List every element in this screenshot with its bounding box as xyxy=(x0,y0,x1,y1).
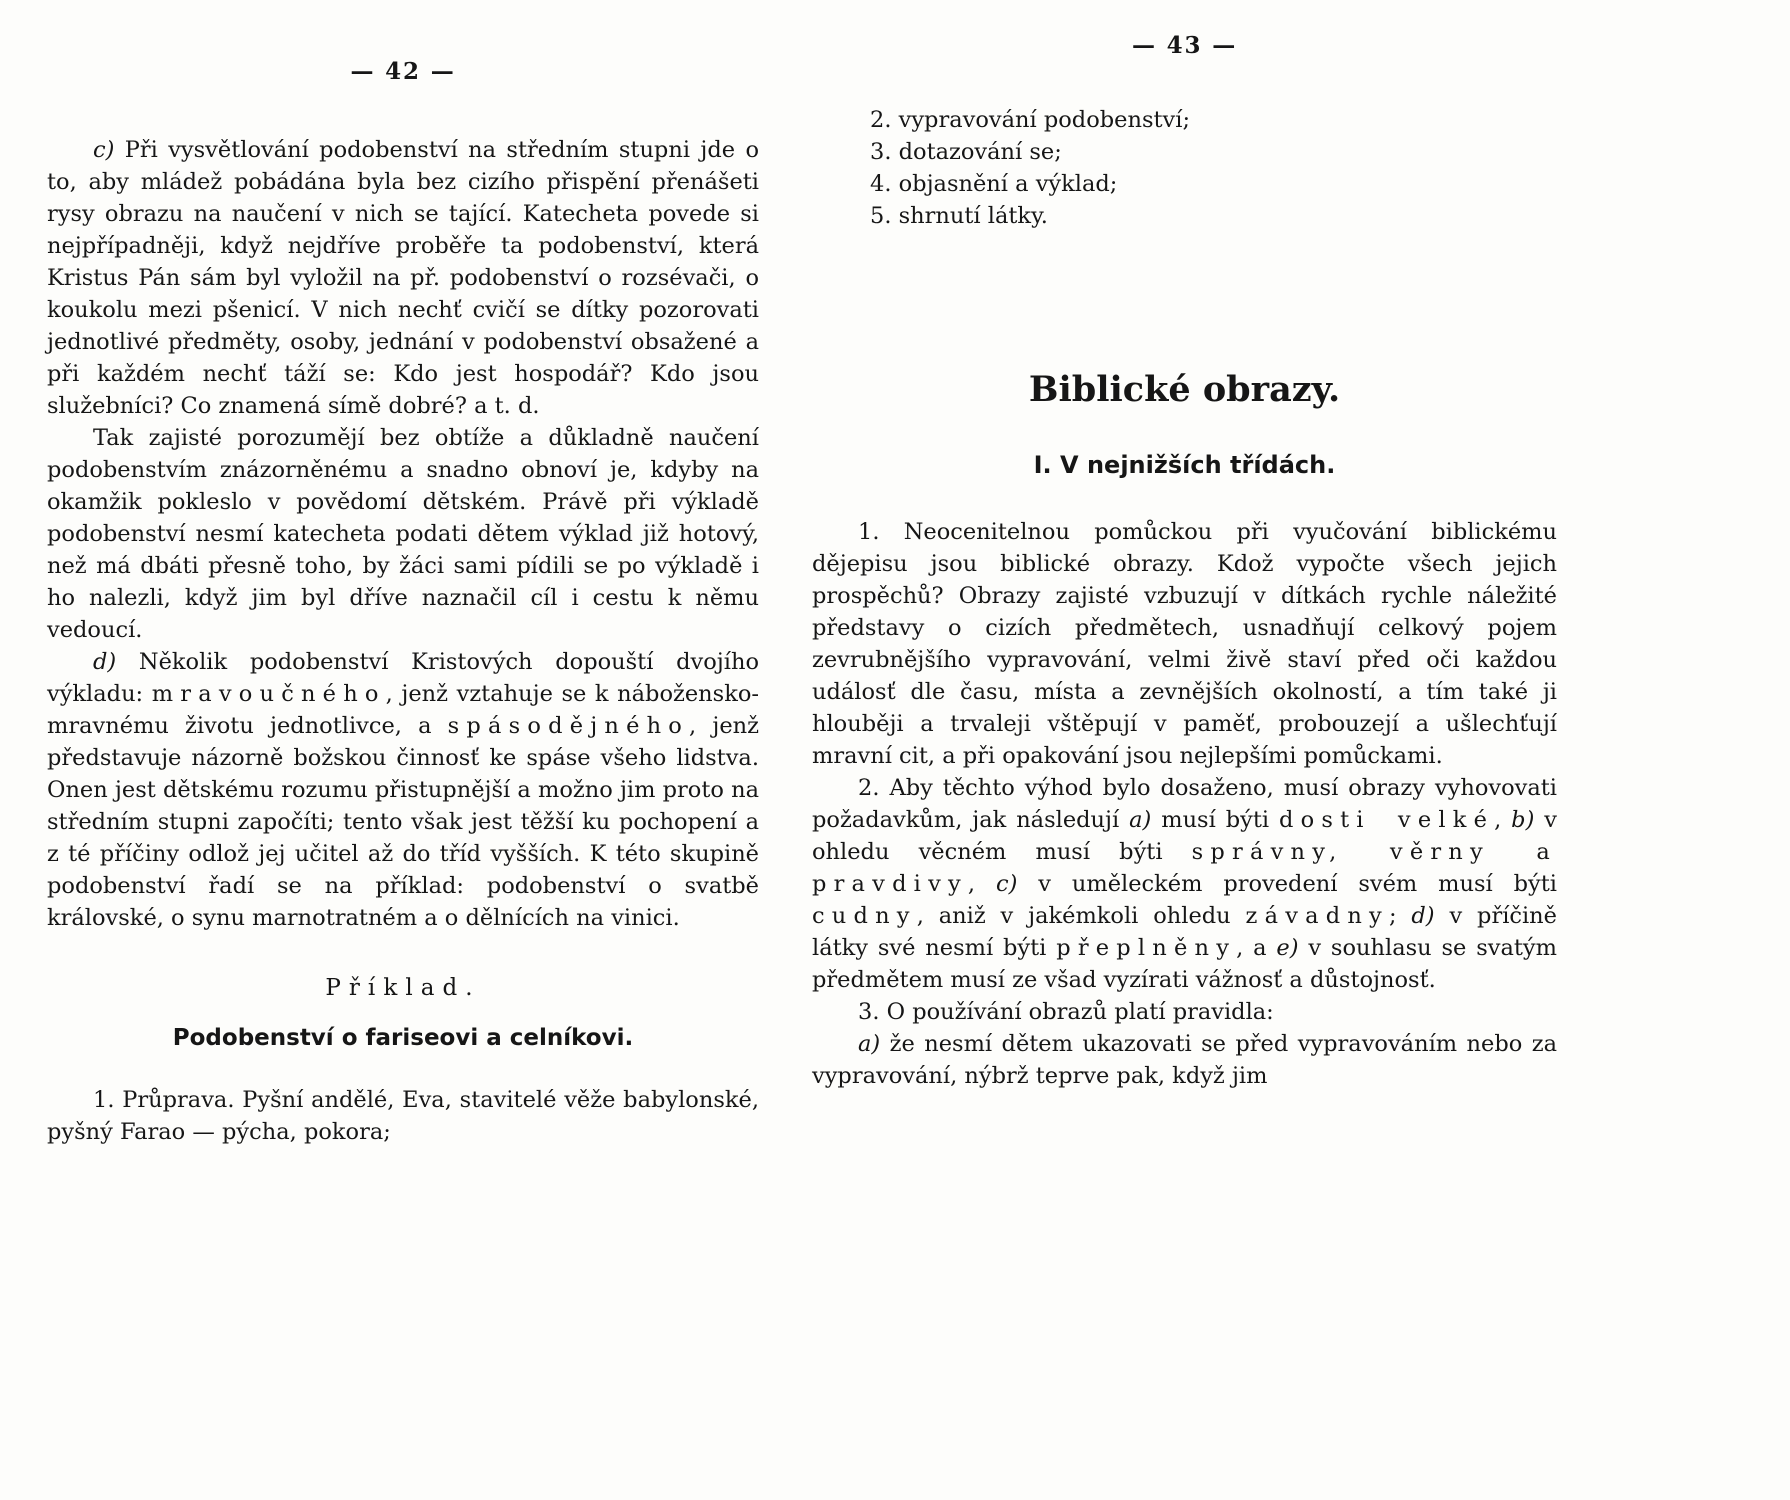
text-run: v uměleckém provedení svém musí býti xyxy=(1017,871,1557,897)
letterspaced-run: cudny xyxy=(812,903,917,929)
text-run: musí býti xyxy=(1151,807,1279,833)
paragraph xyxy=(812,772,1557,996)
italic-run: e) xyxy=(1276,935,1299,961)
paragraph xyxy=(812,1028,1557,1092)
paragraph xyxy=(47,1084,759,1148)
italic-run: d) xyxy=(1411,903,1435,929)
letterspaced-run: spásodějného xyxy=(447,713,690,739)
page-content xyxy=(812,104,1557,1092)
text-run: 1. Neocenitelnou pomůckou při vyučování biblickému dějepisu jsou biblické obrazy. Kdož vypočte všech jejich prospěchů? Obrazy zajisté vzbuzují v dítkách rychle náležité představy o cizích předmětech, usnadňují celkový pojem zevrubnějšího vypravování, velmi živě staví před oči každou událosť dle času, místa a zevnějších okolností, a tím také ji hlouběji a trvaleji vštěpují v paměť, probouzejí a ušlechťují mravní cit, a při opakování jsou nejlepšími pomůckami. xyxy=(812,519,1557,769)
text-run: , xyxy=(967,871,996,897)
text-run: Tak zajisté porozumějí bez obtíže a důkladně naučení podobenstvím znázorněnému a snadno obnoví je, kdyby na okamžik pokleslo v povědomí dětském. Právě při výkladě podobenství nesmí katecheta podati dětem výklad již hotový, než má dbáti přesně toho, by žáci sami pídili se po výkladě i ho nalezli, když jim byl dříve naznačil cíl i cestu k němu vedoucí. xyxy=(47,425,759,643)
list-item: 4. objasnění a výklad; xyxy=(870,171,1118,197)
text-run: 1. Průprava. Pyšní andělé, Eva, stavitelé věže babylonské, pyšný Farao — pýcha, pokora; xyxy=(47,1087,759,1145)
paragraph xyxy=(47,422,759,646)
page-42 xyxy=(47,0,759,1148)
list-item: 3. dotazování se; xyxy=(870,139,1062,165)
text-run: , jenž vztahuje se k nábožensko-mravnému životu jednotlivce, a xyxy=(47,681,760,739)
italic-run: a) xyxy=(858,1031,881,1057)
text-run: že nesmí dětem ukazovati se před vypravováním nebo za vypravování, nýbrž teprve pak, když jim xyxy=(812,1031,1557,1089)
text-run: v souhlasu se svatým předmětem musí ze všad vyzírati vážnosť a důstojnosť. xyxy=(812,935,1557,993)
letterspaced-run: správny, věrny a pravdivy xyxy=(812,839,1557,897)
text-run: v ohledu věcném musí býti xyxy=(812,807,1557,865)
paragraph xyxy=(47,134,759,422)
page-43 xyxy=(812,0,1557,1092)
heading-spaced: Příklad. xyxy=(325,975,481,1001)
text-run: v příčině látky své nesmí býti xyxy=(812,903,1557,961)
page-number: — 43 — xyxy=(1131,32,1238,59)
text-run: Při vysvětlování podobenství na středním stupni jde o to, aby mládež pobádána byla bez cizího přispění přenášeti rysy obrazu na naučení v nich se tající. Katecheta povede si nejpřípadněji, když nejdříve proběře ta podobenství, která Kristus Pán sám byl vyložil na př. podobenství o rozsévači, o koukolu mezi pšenicí. V nich nechť cvičí se dítky pozorovati jednotlivé předměty, osoby, jednání v podobenství obsažené a při každém nechť táží se: Kdo jest hospodář? Kdo jsou služebníci? Co znamená símě dobré? a t. d. xyxy=(47,137,759,419)
text-run: , xyxy=(1494,807,1512,833)
text-run: , jenž představuje názorně božskou činnosť ke spáse všeho lidstva. Onen jest dětskému rozumu přistupnější a možno jim proto na středním stupni započíti; tento však jest těžší ku pochopení a z té příčiny odlož jej učitel až do tříd vyšších. K této skupině podobenství řadí se na příklad: podobenství o svatbě královské, o synu marnotratném a o dělnících na vinici. xyxy=(47,713,759,931)
letterspaced-run: dosti velké xyxy=(1278,807,1495,833)
page-number: — 42 — xyxy=(350,58,456,85)
text-run: , aniž v jakémkoli ohledu xyxy=(916,903,1246,929)
list-item: 5. shrnutí látky. xyxy=(870,203,1048,229)
text-run: Několik podobenství Kristových dopouští dvojího výkladu: xyxy=(47,649,759,707)
text-run: 2. Aby těchto výhod bylo dosaženo, musí obrazy vyhovovati požadavkům, jak následují xyxy=(812,775,1557,833)
paragraph xyxy=(812,516,1557,772)
list-item: 2. vypravování podobenství; xyxy=(870,107,1191,133)
page-content xyxy=(47,134,759,1148)
letterspaced-run: závadny xyxy=(1245,903,1389,929)
italic-run: c) xyxy=(93,137,115,163)
italic-run: a) xyxy=(1129,807,1152,833)
paragraph xyxy=(812,996,1557,1028)
italic-run: b) xyxy=(1511,807,1535,833)
italic-run: d) xyxy=(93,649,117,675)
text-run: 3. O používání obrazů platí pravidla: xyxy=(858,999,1274,1025)
numbered-list xyxy=(870,104,1557,232)
text-run: ; xyxy=(1388,903,1412,929)
subtitle: I. V nejnižších třídách. xyxy=(1033,451,1336,479)
letterspaced-run: přeplněny xyxy=(1056,935,1237,961)
paragraph xyxy=(47,646,759,934)
letterspaced-run: mravoučného xyxy=(151,681,386,707)
heading-bold: Podobenství o fariseovi a celníkovi. xyxy=(172,1025,634,1051)
italic-run: c) xyxy=(995,871,1018,897)
title: Biblické obrazy. xyxy=(1028,369,1341,410)
text-run: , a xyxy=(1236,935,1277,961)
